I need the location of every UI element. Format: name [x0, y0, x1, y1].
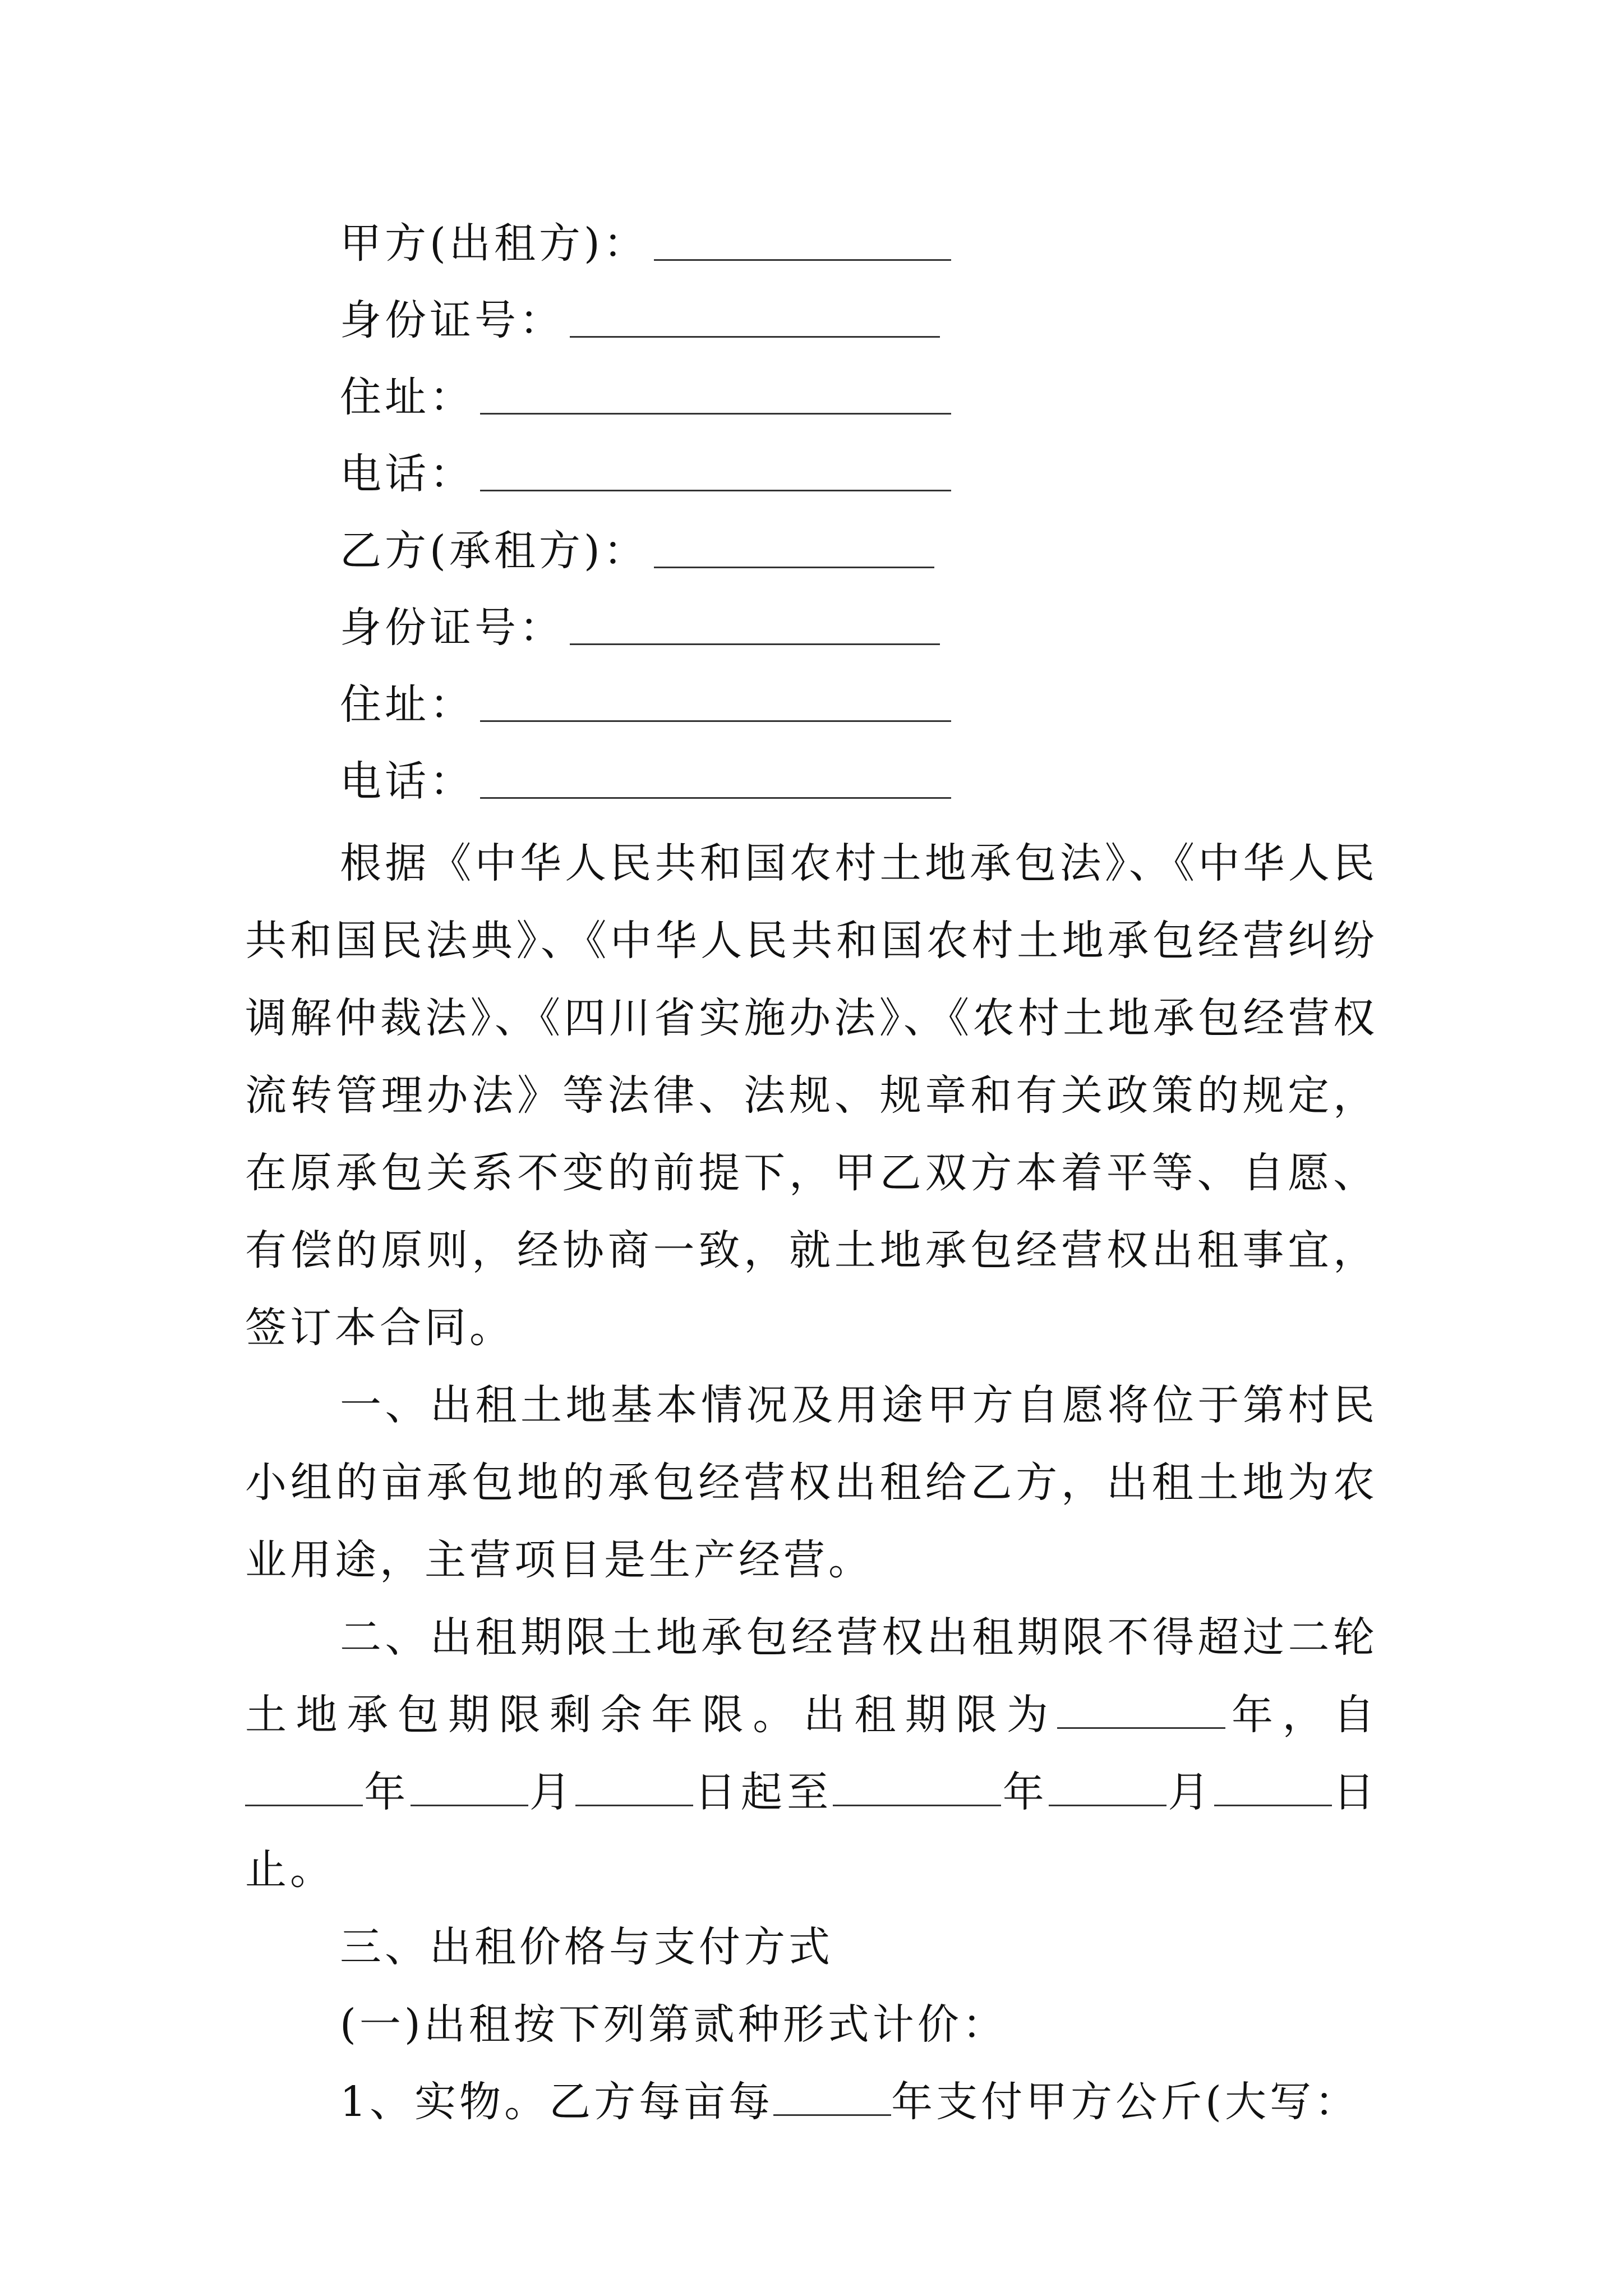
party-b-phone-label: 电话：: [340, 757, 474, 806]
party-fields: [245, 205, 1378, 820]
party-a-phone-label: 电话：: [340, 449, 474, 498]
payment-years-blank[interactable]: [773, 2078, 891, 2116]
item-1-start: 1、实物。乙方每亩每: [340, 2078, 774, 2126]
party-b-label: 乙方(承租方)：: [340, 526, 648, 575]
party-b-address-blank[interactable]: [480, 687, 951, 722]
item-1-end: 年支付甲方公斤(大写：: [891, 2078, 1359, 2126]
start-month-label: 月: [528, 1768, 576, 1816]
party-a-address-row: [245, 358, 1378, 435]
party-a-id-blank[interactable]: [570, 302, 940, 338]
party-a-id-label: 身份证号：: [340, 296, 564, 344]
end-month-blank[interactable]: [1049, 1769, 1166, 1806]
end-year-blank[interactable]: [833, 1769, 1001, 1806]
start-day-blank[interactable]: [575, 1769, 693, 1806]
party-b-address-label: 住址：: [340, 680, 474, 729]
section-2-intro: 二、出租期限土地承包经营权出租期限不得超过二轮土地承包期限剩余年限。出租期限为: [245, 1613, 1378, 1739]
section-1-paragraph: 一、出租土地基本情况及用途甲方自愿将位于第村民小组的亩承包地的承包经营权出租给乙方，出租土地为农业用途，主营项目是生产经营。: [245, 1381, 1378, 1584]
preamble-paragraph: 根据《中华人民共和国农村土地承包法》、《中华人民共和国民法典》、《中华人民共和国农村土地承包经营纠纷调解仲裁法》、《四川省实施办法》、《农村土地承包经营权流转管理办法》等法律、法规、规章和有关政策的规定，在原承包关系不变的前提下，甲乙双方本着平等、自愿、有偿的原则，经协商一致，就土地承包经营权出租事宜，签订本合同。: [245, 839, 1378, 1352]
party-a-blank[interactable]: [654, 226, 951, 261]
from-label: ，自: [1282, 1691, 1378, 1739]
party-a-id-row: [245, 282, 1378, 358]
party-b-id-blank[interactable]: [570, 610, 940, 645]
party-b-blank[interactable]: [654, 533, 934, 568]
end-month-label: 月: [1166, 1768, 1214, 1816]
party-b-id-row: [245, 589, 1378, 666]
party-a-phone-blank[interactable]: [480, 456, 951, 491]
section-3-sub-1: (一)出租按下列第贰种形式计价：: [340, 2000, 1007, 2049]
end-day-blank[interactable]: [1214, 1769, 1332, 1806]
party-a-label: 甲方(出租方)：: [340, 219, 648, 268]
party-a-phone-row: [245, 435, 1378, 512]
section-2-paragraph: [245, 1599, 1378, 1908]
party-b-id-label: 身份证号：: [340, 603, 564, 652]
party-a-row: [245, 205, 1378, 282]
party-b-phone-row: [245, 743, 1378, 820]
section-3-item-1: [245, 2063, 1378, 2141]
party-a-address-label: 住址：: [340, 372, 474, 421]
party-b-phone-blank[interactable]: [480, 763, 951, 799]
contract-body: [245, 825, 1378, 2141]
end-year-label: 年: [1001, 1768, 1049, 1816]
start-year-blank[interactable]: [245, 1769, 363, 1806]
party-b-address-row: [245, 666, 1378, 743]
end-day-label: 日止。: [245, 1768, 1378, 1894]
start-year-label: 年: [363, 1768, 411, 1816]
section-3-title: 三、出租价格与支付方式: [340, 1923, 833, 1971]
start-day-label: 日起至: [693, 1768, 833, 1816]
lease-term-blank[interactable]: [1057, 1691, 1225, 1729]
year-label: 年: [1225, 1691, 1283, 1739]
party-a-address-blank[interactable]: [480, 379, 951, 415]
start-month-blank[interactable]: [411, 1769, 528, 1806]
party-b-row: [245, 512, 1378, 589]
